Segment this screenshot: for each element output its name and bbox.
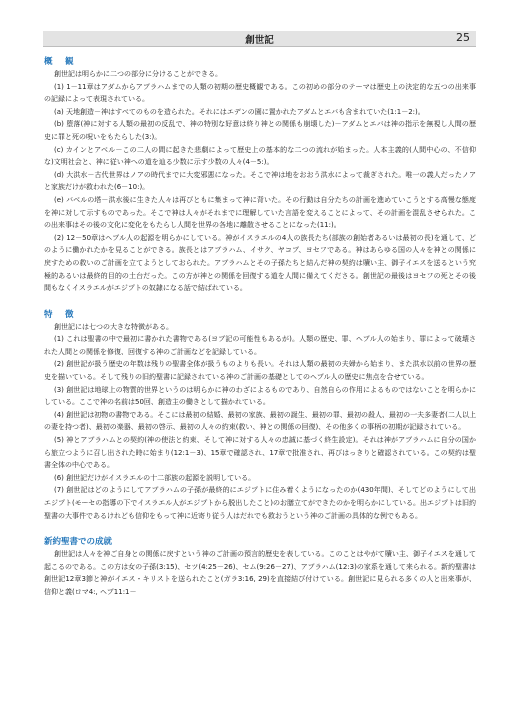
page-header [43,31,476,47]
paragraph: (3) 創世記は地球上の物質的世界というのは明らかに神のわざによるものであり、自然自らの作用によるものではないことを明らかにしている。ここで神の名前は50回、創造主の働きとして描かれている。 [44,385,476,407]
section-overview [44,56,476,295]
paragraph: (1) これは聖書の中で最初に書かれた書物である(ヨブ記の可能性もあるが)。人類の歴史、罪、ヘブル人の始まり、罪によって破壊された人間との関係を修復、回復する神のご計画などを記録している。 [44,335,476,356]
section-heading: 特 徴 [44,309,76,320]
paragraph: (c) カインとアベル－この二人の間に起きた悲劇によって歴史上の基本的な二つの流れが始まった。人本主義的(人間中心の、不信仰な)文明社会と、神に従い神への道を辿る少数に示す少数の人々(4－5:)。 [44,145,476,167]
section-nt-fulfillment [44,536,476,598]
section-features [44,309,476,523]
page-number: 25 [456,31,470,44]
paragraph: (d) 大洪水－古代世界はノアの時代までに大変邪悪になった。そこで神は地をおおう洪水によって裁ぎされた。唯一の義人だったノアと家族だけが救われた(6－10:)。 [44,170,476,192]
paragraph: (1) 1－11章はアダムからアブラハムまでの人類の初期の歴史概観である。この初めの部分のテーマは歴史上の決定的な五つの出来事の記録によって表現されている。 [44,82,476,104]
paragraph: (4) 創世記は初物の書物である。そこには最初の結婚、最初の家族、最初の誕生、最初の罪、最初の殺人、最初の一夫多妻者(二人以上の妻を持つ者)、最初の楽器、最初の啓示、最初の人々の約束(救い、神との関係の回復)、その他多くの事柄の初期が記録されている。 [44,410,476,432]
paragraph: (e) バベルの塔－洪水後に生きた人々は再びともに集まって神に背いた。その行動は自分たちの計画を進めていこうとする高慢な態度を神に対して示すものであった。そこで神は人々がそれまでに理解していた言語を変えることによって、その計画を混乱させられた。この出来事はその後の文化に変化をもたらし人間を世界の各地に離散させることになった(11:)。 [44,195,476,230]
section-heading: 概 観 [44,57,76,67]
paragraph: 創世記は人々を神ご自身との関係に戻すという神のご計画の預言的歴史を表している。このことはやがて贖い主、御子イエスを通して起こるのである。この方は女の子孫(3:15)、セツ(4:25－26)、セム(9:26－27)、アブラハム(12:3)の家系を通して来られる。新約聖書は創世記12章3節と神がイエス・キリストを送られたこと(ガラ3:16, 29)を直接結び付けている。創世記に見られる多くの人と出来事が、信仰と義(ロマ4:, ヘブ11:1－ [44,550,476,596]
paragraph: 創世記には七つの大きな特徴がある。 [54,322,173,331]
paragraph: (b) 堕落(神に対する人類の最初の反乱で、神の特別な好意は終り神との関係も崩壊した)－アダムとエバは神の指示を無視し人間の歴史に罪と死の呪いをもたらした(3:)。 [44,120,476,141]
paragraph: (2) 創世記が扱う歴史の年数は残りの聖書全体が扱うものよりも長い。それは人類の最初の夫婦から始まり、また洪水以前の世界の歴史を描いている。そして残りの旧約聖書に記録されている神のご計画の基礎としてのヘブル人の歴史に焦点を合せている。 [44,360,476,382]
running-title: 創世記 [245,35,274,46]
paragraph: (5) 神とアブラハムとの契約(神の使法と約束、そして神に対する人々の忠誠に基づく終生設定)。それは神がアブラハムに自分の国から旅立つように召し出された時に始まり(12:1－3)、15章で確認され、17章で批准され、再びはっきりと確認されている。この契約は聖書全体の中心である。 [44,436,476,470]
paragraph: 創世記は明らかに二つの部分に分けることができる。 [54,70,222,78]
document-body [44,56,476,605]
paragraph: (7) 創世記はどのようにしてアブラハムの子孫が最終的にエジプトに住み着くようになったのか(430年間)、そしてどのようにして出エジプト(モーセの指導の下でイスラエル人がエジプトから脱出したこと)のお膳立てができたのかを明らかにしている。出エジプトは旧約聖書の大事件であるけれども信仰をもって神に近寄り従う人はだれでも救おうという神のご計画の具体的な例でもある。 [44,486,476,520]
paragraph: (6) 創世記だけがイスラエルの十二部族の起源を説明している。 [54,473,256,482]
paragraph: (2) 12－50章はヘブル人の起源を明らかにしている。神がイスラエルの4人の族長たち(部族の創始者あるいは最初の長)を通して、どのように働かれたかを見ることができる。族長とはアブラハム、イサク、ヤコブ、ヨセフである。神はあらゆる国の人々を神との関係に戻すための救いのご計画を立てようとしておられた。アブラハムとその子孫たちと結んだ神の契約は贖い主、御子イエスを送るという究極的あるいは最終的目的の土台だった。この方が神との関係を回復する道を人間に備えてくださる。創世記の最後はヨセフの死とその後間もなくイスラエルがエジプトの奴隷になる話で結ばれている。 [44,233,476,293]
paragraph: (a) 天地創造－神はすべてのものを造られた。それにはエデンの園に置かれたアダムとエバも含まれていた(1:1－2:)。 [54,107,425,116]
section-heading: 新約聖書での成就 [44,537,113,548]
